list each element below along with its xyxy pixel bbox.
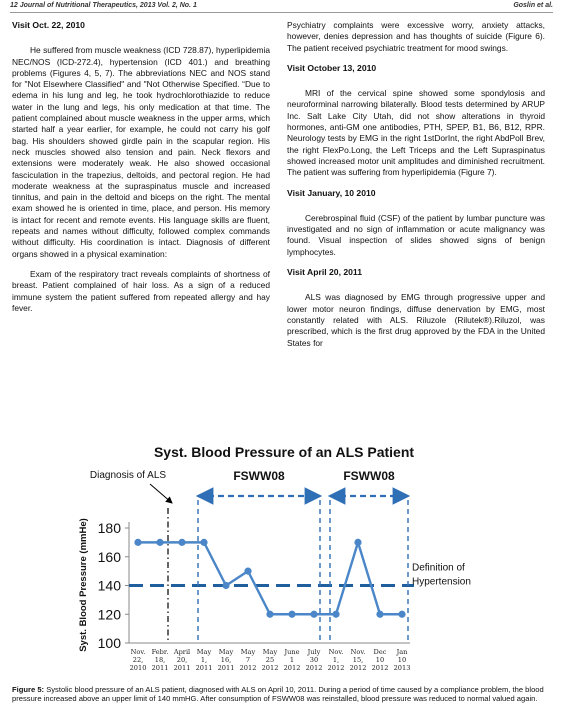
x-tick-label: 2012 [239,664,257,672]
x-tick-label: 20, [176,656,188,664]
hypertension-label: Hypertension [412,576,471,588]
x-tick-label: Febr. [151,648,169,656]
right-column [287,20,545,358]
x-tick-label: 2012 [261,664,279,672]
x-tick-label: Dec [373,648,387,656]
data-point [244,568,251,575]
data-point [354,539,361,546]
author-info: Goslin et al. [513,2,553,9]
left-column [12,20,270,323]
hypertension-label: Definition of [412,562,465,574]
x-tick-label: June [284,648,300,656]
x-tick-label: Nov. [328,648,344,656]
x-tick-label: 2012 [371,664,389,672]
x-tick-label: May [262,648,278,656]
x-tick-label: April [173,648,191,656]
y-tick-label: 160 [97,548,121,565]
x-tick-label: 2011 [173,664,191,672]
x-tick-label: 2012 [349,664,367,672]
y-axis-label: Syst. Blood Pressure (mmHe) [78,518,89,652]
y-tick-label: 100 [97,635,121,651]
paragraph: Exam of the respiratory tract reveals complaints of shortness of breast. Patient complained of hair loss. As a sign of a reduced immune system the patient suffered from repeated allergy and hay fever. [12,268,270,313]
data-point [310,611,317,618]
section-heading: Visit October 13, 2010 [287,62,377,73]
x-tick-label: 2012 [305,664,323,672]
paragraph: ALS was diagnosed by EMG through progressive upper and lower motor neuron findings, diffuse denervation by EMG, most constantly related with ALS. Riluzole (Rilutek®).Riluzol, was prescribed, which is the first drug approved by the FDA in the United States for [287,292,545,348]
figure-caption [12,685,552,703]
x-tick-label: 1, [332,656,340,664]
x-tick-label: 30 [309,656,319,664]
x-tick-label: 2013 [393,664,411,672]
x-tick-label: 2010 [129,664,147,672]
caption-label: Figure 5: [12,685,45,694]
x-tick-label: 16, [220,656,232,664]
data-point [222,582,229,589]
section-heading: Visit April 20, 2011 [287,267,363,278]
diagnosis-label: Diagnosis of ALS [89,470,167,481]
x-tick-label: Nov. [130,648,146,656]
journal-info: 12 Journal of Nutritional Therapeutics, 2013 Vol. 2, No. 1 [10,2,197,9]
x-tick-label: May [240,648,256,656]
section-heading: Visit Oct. 22, 2010 [12,20,85,30]
section-heading: Visit January, 10 2010 [287,187,376,198]
x-tick-label: 7 [245,656,251,664]
chart-title: Syst. Blood Pressure of an ALS Patient [153,444,415,460]
data-point [134,539,141,546]
x-tick-label: 18, [154,656,166,664]
x-tick-label: 1 [289,656,295,664]
x-tick-label: 2012 [327,664,345,672]
x-tick-label: May [218,648,234,656]
x-tick-label: July [307,648,321,656]
paragraph: He suffered from muscle weakness (ICD 728.87), hyperlipidemia NEC/NOS (ICD-272.4), hypertension (ICD 401.) and breathing problems (Figures 4, 5, 7). The abbreviations NEC and NOS stand for "Not Elsewhere Classified" and "Not Otherwise Specified. “Due to edema in his lung and leg, he took hydrochlorothiazide to reduce water in the lung and legs, his only medication at that time. The patient complained about muscle weakness in the upper arms, which started half a year earlier, for example, he could not carry his golf bag. His shoulders showed girdle pain in the scapular region. His neck muscles showed also tension and pain. Neck flexors and extensions were moderately weak. He also showed occasional fasciculation in the trapezius, deltoids, and pectoral region. He had moderate weakness at the supraspinatus muscle and increased tinnitus, and pain in the deltoid and biceps on the right. The mental exam showed he is oriented in time, place, and person. His memory is intact for recent and remote events. His language skills are fluent, repeats and names without difficulty, followed complex commands without difficulty. His coordination is intact. Diagnosis of different organs showed in a physical examination: [12,45,270,259]
x-tick-label: 2012 [283,664,301,672]
data-point [178,539,185,546]
figure-5 [14,440,549,680]
data-point [398,611,405,618]
header-rule [10,12,553,13]
paragraph: Cerebrospinal fluid (CSF) of the patient by lumbar puncture was investigated and no sign of inflammation or acute malignancy was found. Visual inspection of slides showed signs of benign lymphocytes. [287,212,545,257]
paragraph: Psychiatry complaints were excessive worry, anxiety attacks, however, denies depression and has thoughts of suicide (Figure 6). The patient received psychiatric treatment for mood swings. [287,20,545,53]
x-tick-label: 15, [352,656,364,664]
x-tick-label: Jan [396,648,408,656]
data-point [332,611,339,618]
x-tick-label: May [196,648,212,656]
y-tick-label: 180 [97,520,121,536]
caption-text: Systolic blood pressure of an ALS patient, diagnosed with ALS on April 10, 2011. During a period of time caused by a compliance problem, the blood pressure increased above an upper limit of 140 mmHG. After consumption of FSWW08 was reinstalled, blood pressure was reduced to normal valued again. [12,685,544,704]
x-tick-label: 1, [200,656,208,664]
x-tick-label: 10 [375,656,385,664]
data-point [156,539,163,546]
blood-pressure-chart [14,440,549,680]
x-tick-label: 25 [265,656,275,664]
y-tick-label: 120 [97,606,121,623]
x-tick-label: 22, [132,656,144,664]
x-tick-label: 10 [397,656,407,664]
x-tick-label: 2011 [195,664,213,672]
diagnosis-arrow [150,484,172,503]
fsww-label: FSWW08 [343,469,395,483]
data-point [266,611,273,618]
x-tick-label: 2011 [217,664,235,672]
data-point [376,611,383,618]
y-tick-label: 140 [97,577,121,594]
fsww-label: FSWW08 [233,469,285,483]
x-tick-label: Nov. [350,648,366,656]
x-tick-label: 2011 [151,664,169,672]
paragraph: MRI of the cervical spine showed some spondylosis and neuroforminal narrowing bilaterally. Blood tests determined by ARUP Inc. Salt Lake City Utah, did not show alterations in thyroid hormones, anti-GM one antibodies, PTH, SPEP, B1, B6, B12, RPR. Neurology tests by EMG in the right 1stDorInt, the right AbdPoll Brev, the right FlexPo.Long, the Left Triceps and the Left Supraspinatus showed increased motor unit amplitudes and diminished recruitment. The patient was suffering from hyperlipidemia (Figure 7). [287,88,545,178]
data-point [200,539,207,546]
data-point [288,611,295,618]
series-line [138,542,402,614]
